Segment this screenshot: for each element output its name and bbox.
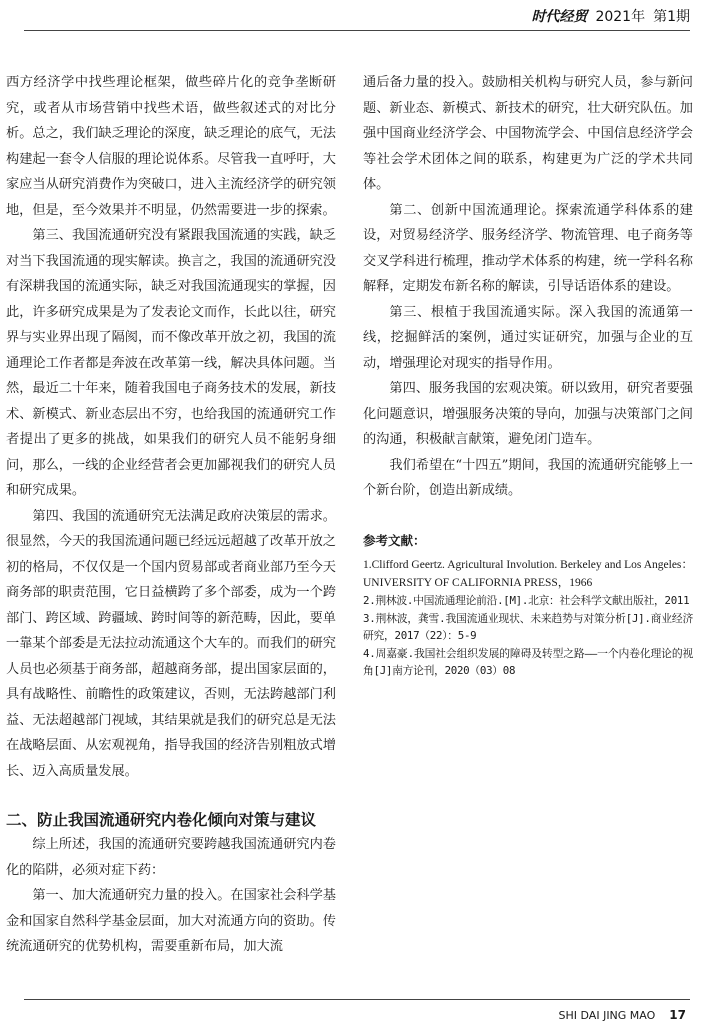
body-paragraph: 西方经济学中找些理论框架，做些碎片化的竞争垄断研究，或者从市场营销中找些术语，做些叙述式的对比分析。总之，我们缺乏理论的深度，缺乏理论的底气，无法构建起一套令人信服的理论说体系。尽管我一直呼吁，大家应当从研究消费作为突破口，进入主流经济学的研究领地，但是，至今效果并不明显，仍然需要进一步的探索。: [6, 75, 336, 218]
magazine-name: 时代经贸: [531, 9, 588, 25]
issue-number: 第1期: [653, 9, 690, 25]
body-paragraph: 我们希望在“十四五”期间，我国的流通研究能够上一个新台阶，创造出新成绩。: [363, 457, 693, 498]
left-column: [6, 70, 336, 960]
body-paragraph: 通后备力量的投入。鼓励相关机构与研究人员，参与新问题、新业态、新模式、新技术的研究，壮大研究队伍。加强中国商业经济学会、中国物流学会、中国信息经济学会等社会学术团体之间的联系，构建更为广泛的学术共同体。: [363, 75, 693, 192]
body-paragraph: 第二、创新中国流通理论。探索流通学科体系的建设，对贸易经济学、服务经济学、物流管理、电子商务等交叉学科进行梳理，推动学术体系的构建，统一学科名称解释，定期发布新名称的解读，引导话语体系的建设。: [363, 202, 693, 294]
reference-item: 2.荆林波.中国流通理论前沿.[M].北京：社会科学文献出版社，2011: [363, 594, 690, 607]
page-header: [531, 6, 690, 26]
page-footer: [559, 1008, 686, 1022]
reference-item: 1.Clifford Geertz. Agricultural Involution. Berkeley and Los Angeles：UNIVERSITY OF CALIFORNIA PRESS，1966: [363, 559, 693, 589]
body-paragraph: 第三、根植于我国流通实际。深入我国的流通第一线，挖掘鲜活的案例，通过实证研究，加强与企业的互动，增强理论对现实的指导作用。: [363, 304, 693, 371]
publication-name: SHI DAI JING MAO: [558, 1009, 656, 1022]
reference-item: 3.荆林波，龚雪.我国流通业现状、未来趋势与对策分析[J].商业经济研究，2017（22）：5-9: [363, 611, 693, 642]
footer-divider: [24, 999, 690, 1000]
body-paragraph: 第四、服务我国的宏观决策。研以致用，研究者要强化问题意识，增强服务决策的导向，加强与决策部门之间的沟通，积极献言献策，避免闭门造车。: [363, 381, 693, 447]
body-paragraph: 第一、加大流通研究力量的投入。在国家社会科学基金和国家自然科学基金层面，加大对流通方向的资助。传统流通研究的优势机构，需要重新布局，加大流: [6, 888, 336, 954]
references-title: 参考文献：: [363, 532, 426, 548]
body-paragraph: 综上所述，我国的流通研究要跨越我国流通研究内卷化的陷阱，必须对症下药：: [6, 837, 336, 878]
page-number: 17: [669, 1008, 686, 1022]
body-paragraph: 第三、我国流通研究没有紧跟我国流通的实践，缺乏对当下我国流通的现实解读。换言之，我国的流通研究没有深耕我国的流通实际，缺乏对我国流通现实的掌握，因此，许多研究成果是为了发表论文而作，长此以往，研究界与实业界出现了隔阂，而不像改革开放之初，我国的流通理论工作者都是奔波在改革第一线，解决具体问题。当然，最近二十年来，随着我国电子商务技术的发展，新技术、新模式、新业态层出不穷，也给我国的流通研究工作者提出了更多的挑战，如果我们的研究人员不能躬身细问，那么，一线的企业经营者会更加鄙视我们的研究人员和研究成果。: [6, 228, 336, 498]
reference-item: 4.周嘉豪.我国社会组织发展的障碍及转型之路——一个内卷化理论的视角[J]南方论刊，2020（03）08: [363, 646, 693, 677]
header-divider: [24, 30, 690, 31]
right-column: [363, 70, 693, 680]
section-heading: 二、防止我国流通研究内卷化倾向对策与建议: [6, 811, 317, 829]
issue-year: 2021年: [595, 9, 646, 25]
body-paragraph: 第四、我国的流通研究无法满足政府决策层的需求。很显然，今天的我国流通问题已经远远超越了改革开放之初的格局，不仅仅是一个国内贸易部或者商业部乃至今天商务部的职责范围，它日益横跨了多个部委，成为一个跨部门、跨区域、跨疆域、跨时间等的新范畴，因此，要单一靠某个部委是无法拉动流通这个大车的。而我们的研究人员也必须基于商务部，超越商务部，提出国家层面的，具有战略性、前瞻性的政策建议，否则，无法跨越部门利益、无法超越部门视域，其结果就是我们的研究总是无法在战略层面、从宏观视角，指导我国的经济告别粗放式增长、迈入高质量发展。: [6, 508, 336, 779]
